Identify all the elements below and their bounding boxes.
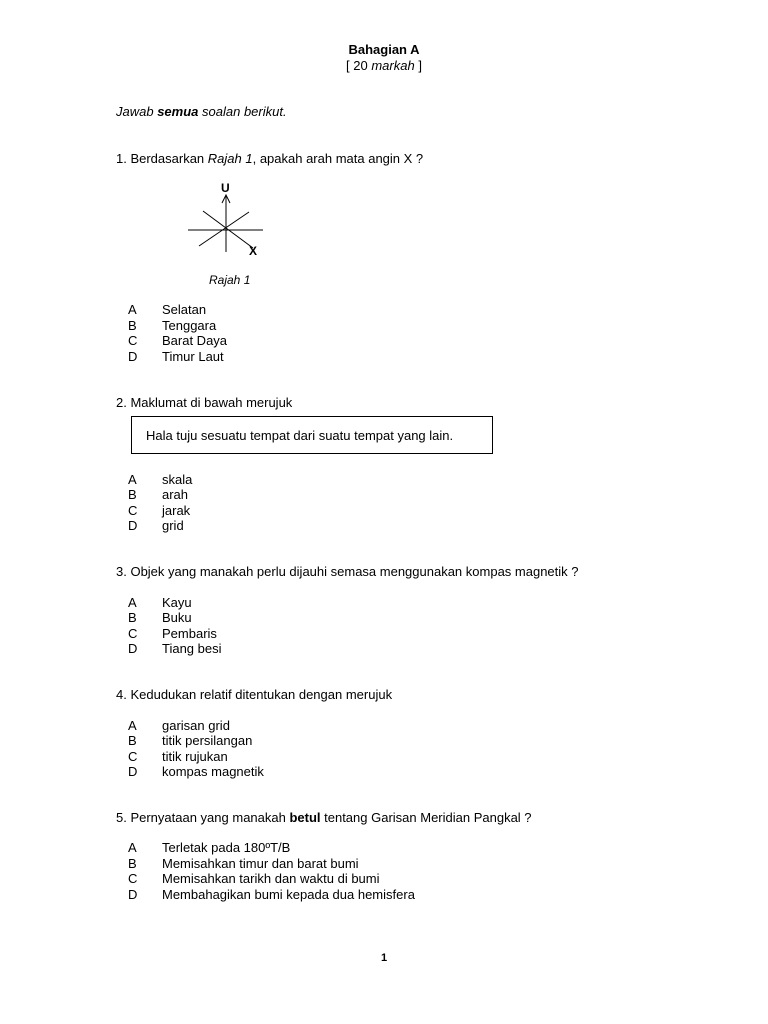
info-box-text: Hala tuju sesuatu tempat dari suatu tempat yang lain. xyxy=(146,428,454,443)
page-number: 1 xyxy=(380,952,388,964)
question-5-stem: 5. Pernyataan yang manakah betul tentang Garisan Meridian Pangkal ? xyxy=(116,810,532,825)
figure-caption: Rajah 1 xyxy=(209,273,251,287)
instruction: Jawab semua soalan berikut. xyxy=(116,104,287,119)
question-1-stem: 1. Berdasarkan Rajah 1, apakah arah mata angin X ? xyxy=(116,151,424,166)
question-2-stem: 2. Maklumat di bawah merujuk xyxy=(116,395,293,410)
section-title: Bahagian A xyxy=(348,42,420,57)
x-label: X xyxy=(249,244,258,258)
question-4-stem: 4. Kedudukan relatif ditentukan dengan merujuk xyxy=(116,687,393,702)
info-box xyxy=(131,416,493,454)
marks-note: [ 20 markah ] xyxy=(346,58,422,73)
question-3-stem: 3. Objek yang manakah perlu dijauhi semasa menggunakan kompas magnetik ? xyxy=(116,564,579,579)
north-label: U xyxy=(221,182,230,195)
